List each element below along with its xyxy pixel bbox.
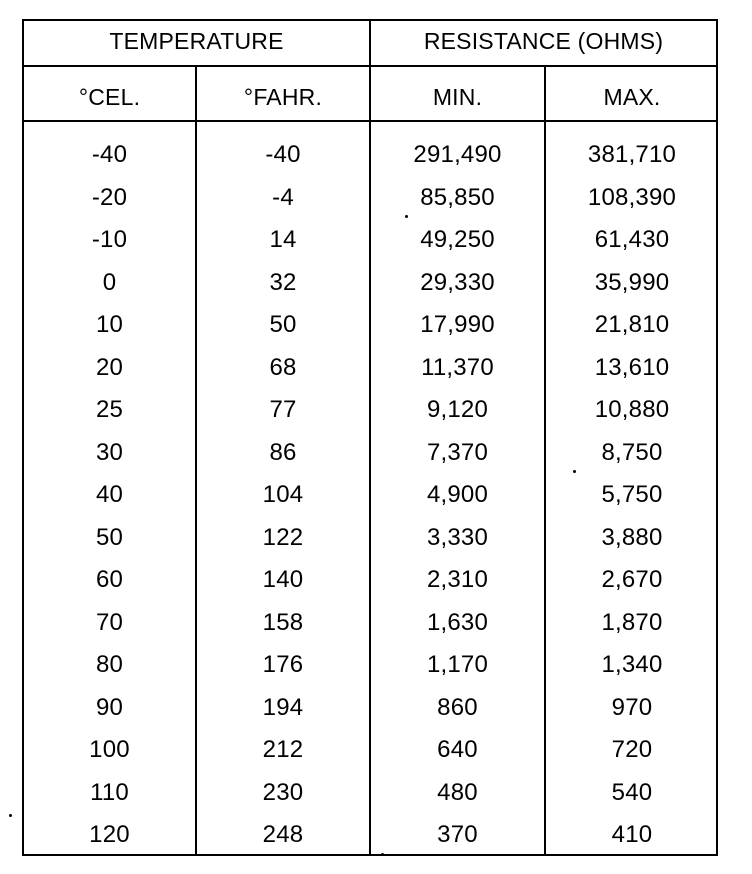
cell-fahrenheit: 104 xyxy=(262,481,304,508)
cell-celsius: 10 xyxy=(95,311,124,338)
column-header-min: MIN. xyxy=(432,84,483,110)
cell-fahrenheit: 122 xyxy=(262,524,304,551)
cell-min-ohms: 17,990 xyxy=(420,311,495,338)
cell-celsius: 60 xyxy=(95,566,124,593)
cell-max-ohms: 381,710 xyxy=(587,141,677,168)
cell-max-ohms: 21,810 xyxy=(594,311,670,338)
cell-celsius: 25 xyxy=(95,396,124,423)
group-header-temperature: TEMPERATURE xyxy=(109,28,284,54)
cell-min-ohms: 11,370 xyxy=(421,354,494,381)
cell-fahrenheit: -40 xyxy=(265,141,301,168)
cell-max-ohms: 35,990 xyxy=(594,269,670,296)
cell-min-ohms: 85,850 xyxy=(420,184,495,211)
cell-max-ohms: 10,880 xyxy=(594,396,670,423)
cell-max-ohms: 108,390 xyxy=(587,184,677,211)
cell-min-ohms: 2,310 xyxy=(426,566,489,593)
cell-celsius: 120 xyxy=(89,821,130,848)
cell-fahrenheit: 50 xyxy=(269,311,297,338)
cell-fahrenheit: 194 xyxy=(262,694,304,721)
cell-celsius: -10 xyxy=(91,226,128,253)
cell-min-ohms: 1,630 xyxy=(426,609,489,636)
cell-celsius: 20 xyxy=(95,354,124,381)
cell-celsius: 40 xyxy=(95,481,124,508)
cell-max-ohms: 1,870 xyxy=(601,609,663,636)
cell-min-ohms: 291,490 xyxy=(413,141,502,168)
cell-max-ohms: 5,750 xyxy=(601,481,663,508)
cell-min-ohms: 1,170 xyxy=(426,651,489,678)
cell-fahrenheit: 248 xyxy=(262,821,304,848)
cell-min-ohms: 4,900 xyxy=(426,481,489,508)
cell-fahrenheit: 230 xyxy=(262,779,304,806)
cell-max-ohms: 540 xyxy=(611,779,653,806)
cell-celsius: -40 xyxy=(91,141,128,168)
cell-min-ohms: 860 xyxy=(437,694,478,721)
cell-fahrenheit: 140 xyxy=(262,566,304,593)
column-header-celsius: °CEL. xyxy=(78,84,141,110)
cell-celsius: 30 xyxy=(95,439,124,466)
cell-celsius: 70 xyxy=(95,609,124,636)
cell-celsius: 100 xyxy=(89,736,130,763)
cell-celsius: 110 xyxy=(90,779,129,806)
cell-fahrenheit: 68 xyxy=(269,354,297,381)
column-header-max: MAX. xyxy=(603,84,661,110)
cell-fahrenheit: 158 xyxy=(262,609,304,636)
cell-min-ohms: 7,370 xyxy=(426,439,489,466)
cell-fahrenheit: 32 xyxy=(269,269,297,296)
scan-speck xyxy=(381,853,384,856)
scan-speck xyxy=(405,215,408,218)
cell-max-ohms: 720 xyxy=(611,736,653,763)
cell-fahrenheit: 77 xyxy=(269,396,297,423)
cell-fahrenheit: -4 xyxy=(272,184,294,211)
cell-fahrenheit: 86 xyxy=(269,439,297,466)
cell-min-ohms: 480 xyxy=(437,779,478,806)
cell-min-ohms: 370 xyxy=(437,821,478,848)
cell-max-ohms: 2,670 xyxy=(601,566,663,593)
cell-celsius: 50 xyxy=(95,524,124,551)
cell-max-ohms: 410 xyxy=(611,821,653,848)
cell-fahrenheit: 176 xyxy=(262,651,304,678)
group-header-resistance: RESISTANCE (OHMS) xyxy=(423,28,664,54)
cell-max-ohms: 1,340 xyxy=(601,651,663,678)
cell-max-ohms: 61,430 xyxy=(594,226,670,253)
cell-celsius: 0 xyxy=(102,269,117,296)
cell-min-ohms: 9,120 xyxy=(426,396,489,423)
cell-min-ohms: 49,250 xyxy=(420,226,495,253)
scan-speck xyxy=(9,814,12,817)
column-header-fahrenheit: °FAHR. xyxy=(243,84,323,110)
cell-max-ohms: 970 xyxy=(611,694,653,721)
cell-fahrenheit: 14 xyxy=(269,226,297,253)
cell-max-ohms: 8,750 xyxy=(601,439,663,466)
cell-celsius: -20 xyxy=(91,184,128,211)
cell-fahrenheit: 212 xyxy=(262,736,304,763)
scan-speck xyxy=(573,470,576,473)
cell-min-ohms: 29,330 xyxy=(420,269,495,296)
cell-max-ohms: 3,880 xyxy=(601,524,663,551)
cell-min-ohms: 3,330 xyxy=(426,524,489,551)
cell-celsius: 90 xyxy=(95,694,124,721)
cell-celsius: 80 xyxy=(95,651,124,678)
cell-min-ohms: 640 xyxy=(437,736,478,763)
cell-max-ohms: 13,610 xyxy=(594,354,670,381)
